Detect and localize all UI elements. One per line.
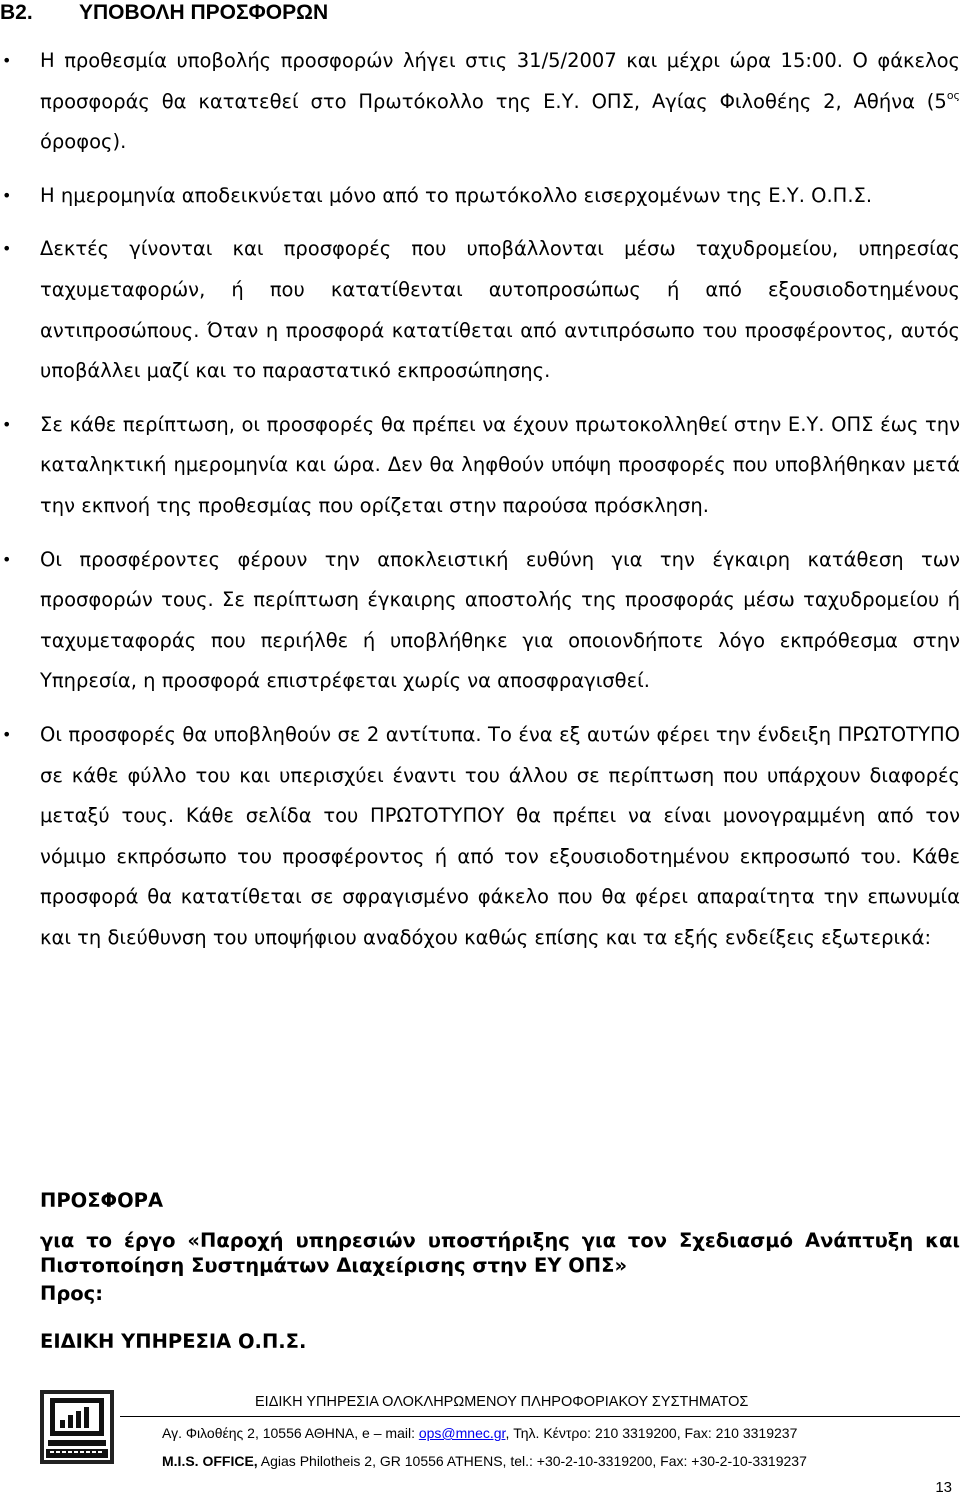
project-title: για το έργο «Παροχή υπηρεσιών υποστήριξης για τον Σχεδιασμό Ανάπτυξη και Πιστοποίηση Συστημάτων Διαχείρισης στην ΕΥ ΟΠΣ» bbox=[40, 1229, 960, 1277]
footer-agency-name: ΕΙΔΙΚΗ ΥΠΗΡΕΣΙΑ ΟΛΟΚΛΗΡΩΜΕΝΟΥ ΠΛΗΡΟΦΟΡΙΑΚΟΥ ΣΥΣΤΗΜΑΤΟΣ bbox=[255, 1394, 749, 1410]
footer-divider bbox=[120, 1416, 960, 1417]
list-item bbox=[0, 715, 960, 959]
bullet-icon: • bbox=[2, 239, 12, 259]
envelope-label-block bbox=[40, 1188, 960, 1355]
bullet-icon: • bbox=[2, 414, 12, 434]
list-item bbox=[0, 41, 960, 163]
section-title: ΥΠΟΒΟΛΗ ΠΡΟΣΦΟΡΩΝ bbox=[79, 1, 329, 24]
footer-address-text: Αγ. Φιλοθέης 2, 10556 ΑΘΗΝΑ, e – mail: bbox=[162, 1425, 419, 1441]
footer-address bbox=[162, 1425, 797, 1441]
page-number: 13 bbox=[935, 1479, 952, 1496]
list-item-text: Δεκτές γίνονται και προσφορές που υποβάλλονται μέσω ταχυδρομείου, υπηρεσίας ταχυμεταφορών, ή που κατατίθενται αυτοπροσώπως ή από εξουσιοδοτημένους αντιπροσώπους. Όταν η προσφορά κατατίθεται από αντιπρόσωπο του προσφέροντος, αυτός υποβάλλει μαζί και το παραστατικό εκπροσώπησης. bbox=[40, 237, 960, 383]
list-item-text: Σε κάθε περίπτωση, οι προσφορές θα πρέπει να έχουν πρωτοκολληθεί στην Ε.Υ. ΟΠΣ έως την καταληκτική ημερομηνία και ώρα. Δεν θα ληφθούν υπόψη προσφορές που υποβλήθηκαν μετά την εκπνοή της προθεσμίας που ορίζεται στην παρούσα πρόσκληση. bbox=[40, 412, 960, 517]
bullet-icon: • bbox=[2, 51, 12, 70]
list-item bbox=[0, 176, 960, 217]
bullet-icon: • bbox=[2, 185, 12, 205]
list-item-text-end: όροφος). bbox=[40, 130, 127, 154]
submission-rules-list bbox=[0, 41, 960, 958]
list-item-text: Οι προσφορές θα υποβληθούν σε 2 αντίτυπα. Το ένα εξ αυτών φέρει την ένδειξη ΠΡΩΤΟΤΥΠΟ σε κάθε φύλλο του και υπερισχύει έναντι του άλλου σε περίπτωση που υπάρχουν διαφορές μεταξύ τους. Κάθε σελίδα του ΠΡΩΤΟΤΥΠΟΥ θα πρέπει να είναι μονογραμμένη από τον νόμιμο εκπρόσωπο του προσφέροντος ή από τον εξουσιοδοτημένου εκπροσωπό του. Κάθε προσφορά θα κατατίθεται σε σφραγισμένο φάκελο που θα φέρει απαραίτητα την επωνυμία και τη διεύθυνση του υποψήφιου αναδόχου καθώς επίσης και τα εξής ενδείξεις εξωτερικά: bbox=[40, 722, 960, 949]
offer-title: ΠΡΟΣΦΟΡΑ bbox=[40, 1189, 164, 1212]
recipient-agency: ΕΙΔΙΚΗ ΥΠΗΡΕΣΙΑ Ο.Π.Σ. bbox=[40, 1330, 307, 1353]
bullet-icon: • bbox=[2, 549, 12, 569]
list-item bbox=[0, 229, 960, 391]
list-item-text: Οι προσφέροντες φέρουν την αποκλειστική ευθύνη για την έγκαιρη κατάθεση των προσφορών τους. Σε περίπτωση έγκαιρης αποστολής της προσφοράς μέσω ταχυδρομείου ή ταχυμεταφοράς που περιήλθε ή υποβλήθηκε για οποιονδήποτε λόγο εκπρόθεσμα στην Υπηρεσία, η προσφορά επιστρέφεται χωρίς να αποσφραγισθεί. bbox=[40, 547, 960, 693]
list-item-text: Η ημερομηνία αποδεικνύεται μόνο από το πρωτόκολλο εισερχομένων της Ε.Υ. Ο.Π.Σ. bbox=[40, 183, 873, 207]
section-number: B2. bbox=[0, 1, 33, 24]
footer-english-text: Agias Philotheis 2, GR 10556 ATHENS, tel.: +30-2-10-3319200, Fax: +30-2-10-3319237 bbox=[257, 1453, 807, 1469]
email-link[interactable]: ops@mnec.gr bbox=[418, 1425, 506, 1441]
footer-phone-text: , Τηλ. Κέντρο: 210 3319200, Fax: 210 3319237 bbox=[505, 1425, 798, 1441]
footer-office-name: M.I.S. OFFICE, bbox=[162, 1453, 258, 1469]
computer-logo-icon bbox=[40, 1390, 114, 1464]
footer-english-address bbox=[162, 1453, 807, 1469]
recipient-label: Προς: bbox=[40, 1282, 104, 1305]
list-item bbox=[0, 540, 960, 702]
list-item bbox=[0, 405, 960, 527]
section-heading bbox=[0, 0, 328, 26]
ordinal-superscript: ος bbox=[946, 88, 960, 102]
bullet-icon: • bbox=[2, 724, 12, 744]
list-item-text: Η προθεσμία υποβολής προσφορών λήγει στις 31/5/2007 και μέχρι ώρα 15:00. Ο φάκελος προσφοράς θα κατατεθεί στο Πρωτόκολλο της Ε.Υ. ΟΠΣ, Αγίας Φιλοθέης 2, Αθήνα (5 bbox=[40, 49, 960, 113]
